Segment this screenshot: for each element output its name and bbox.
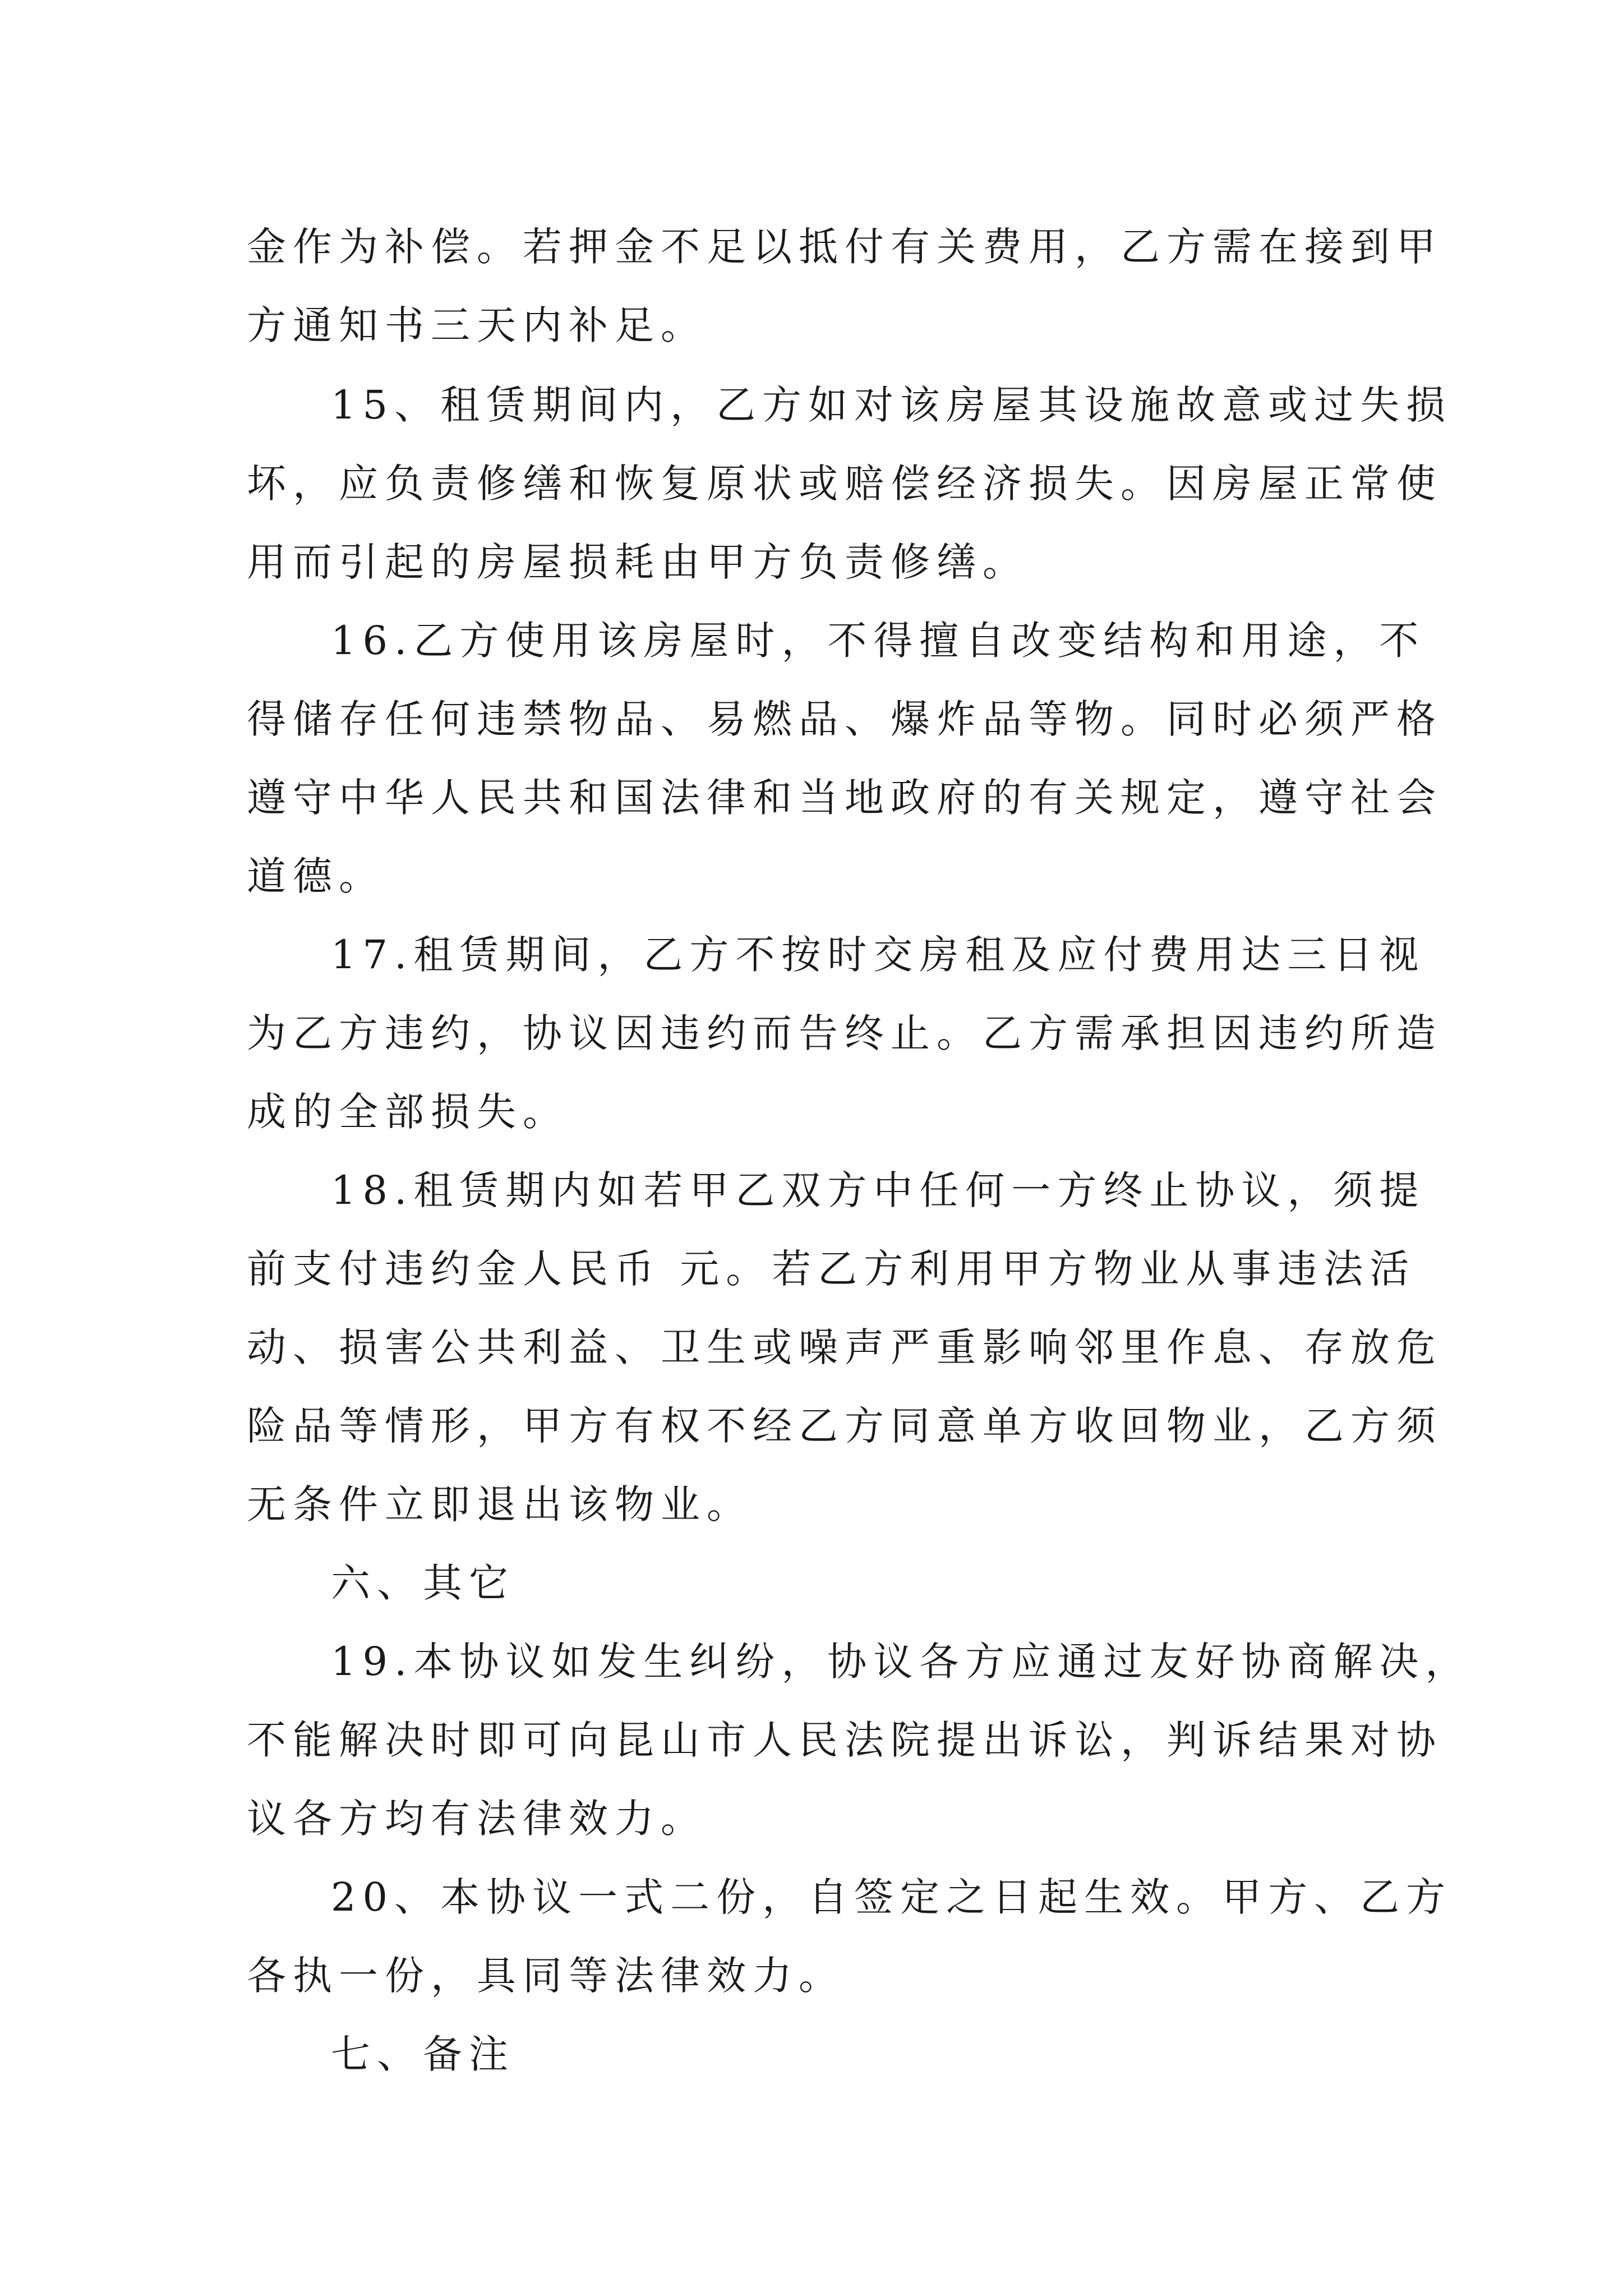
clause-20-line: 20、本协议一式二份，自签定之日起生效。甲方、乙方 [331, 1874, 1453, 1920]
text-line: 前支付违约金人民币 元。若乙方利用甲方物业从事违法活 [247, 1246, 1416, 1292]
section-heading-other: 六、其它 [331, 1560, 515, 1606]
text-line: 得储存任何违禁物品、易燃品、爆炸品等物。同时必须严格 [247, 696, 1442, 742]
clause-19-line: 19.本协议如发生纠纷，协议各方应通过友好协商解决， [331, 1639, 1472, 1685]
clause-16-line: 16.乙方使用该房屋时，不得擅自改变结构和用途，不 [331, 618, 1426, 664]
clause-17-line: 17.租赁期间，乙方不按时交房租及应付费用达三日视 [331, 932, 1426, 978]
clause-18-line: 18.租赁期内如若甲乙双方中任何一方终止协议，须提 [331, 1167, 1426, 1213]
text-line: 金作为补偿。若押金不足以抵付有关费用，乙方需在接到甲 [247, 224, 1442, 270]
text-line: 不能解决时即可向昆山市人民法院提出诉讼，判诉结果对协 [247, 1717, 1442, 1763]
text-line: 成的全部损失。 [247, 1089, 569, 1135]
text-line: 方通知书三天内补足。 [247, 302, 707, 348]
text-line: 各执一份，具同等法律效力。 [247, 1953, 845, 1999]
text-line: 遵守中华人民共和国法律和当地政府的有关规定，遵守社会 [247, 775, 1442, 821]
text-line: 为乙方违约，协议因违约而告终止。乙方需承担因违约所造 [247, 1010, 1442, 1056]
clause-15-line: 15、租赁期间内，乙方如对该房屋其设施故意或过失损 [331, 382, 1453, 428]
text-line: 用而引起的房屋损耗由甲方负责修缮。 [247, 539, 1029, 585]
text-line: 坏，应负责修缮和恢复原状或赔偿经济损失。因房屋正常使 [247, 461, 1442, 507]
text-line: 动、损害公共利益、卫生或噪声严重影响邻里作息、存放危 [247, 1324, 1442, 1370]
text-line: 道德。 [247, 853, 385, 899]
text-line: 险品等情形，甲方有权不经乙方同意单方收回物业，乙方须 [247, 1403, 1442, 1449]
text-line: 无条件立即退出该物业。 [247, 1481, 753, 1527]
section-heading-remarks: 七、备注 [331, 2031, 515, 2077]
text-line: 议各方均有法律效力。 [247, 1796, 707, 1842]
